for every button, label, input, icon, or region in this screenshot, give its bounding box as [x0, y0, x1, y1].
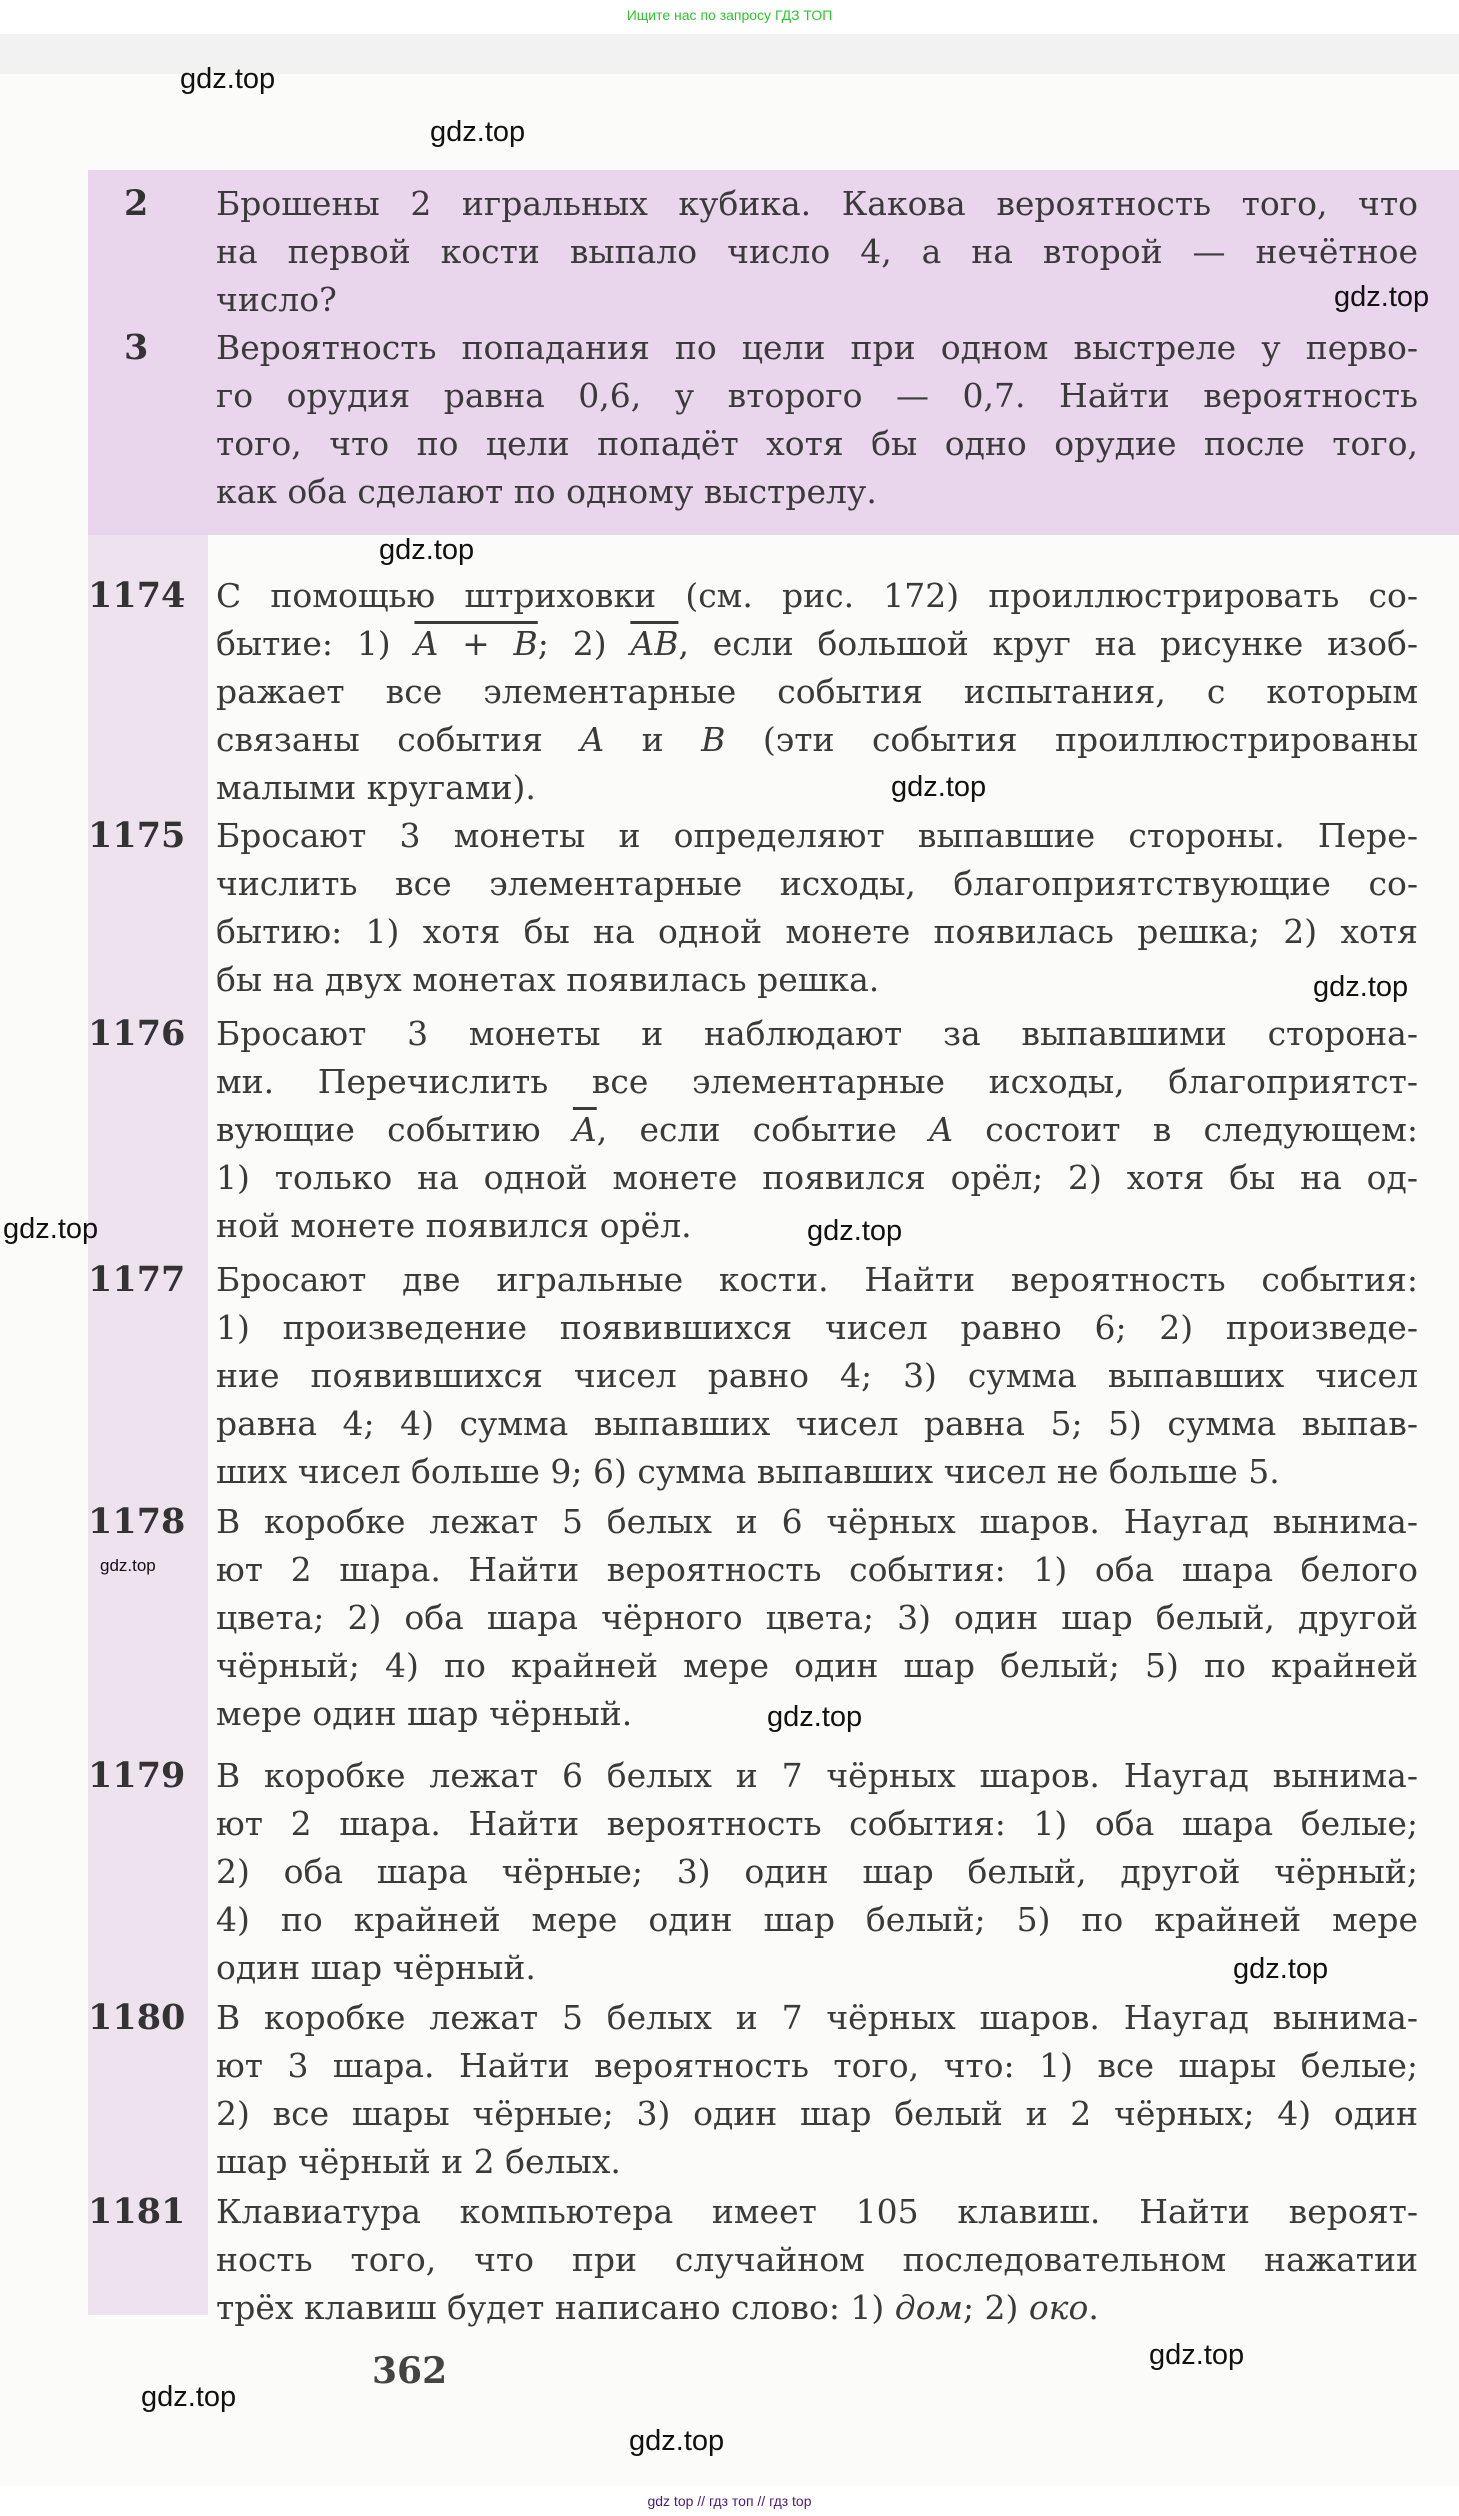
- text-segment: 4) по крайней мере один шар белый; 5) по крайней мере: [216, 1900, 1418, 1939]
- problem-text-line: [216, 1594, 1418, 1642]
- problem-text-line: [216, 2042, 1418, 2090]
- problem-number: 1175: [88, 815, 186, 856]
- problem-text-line: [216, 1642, 1418, 1690]
- watermark: gdz.top: [1334, 281, 1430, 313]
- problem-3: [88, 324, 1418, 516]
- text-segment: 1) произведение появившихся чисел равно 6; 2) произведе-: [216, 1308, 1418, 1347]
- watermark: gdz.top: [1233, 1953, 1329, 1985]
- text-segment: .: [1088, 2288, 1099, 2327]
- problem-1179: [88, 1752, 1418, 1992]
- text-segment: ной монете появился орёл.: [216, 1206, 692, 1245]
- problem-text-line: [216, 1448, 1418, 1496]
- text-segment: ; 2): [962, 2288, 1029, 2327]
- problem-1174: [88, 572, 1418, 812]
- problem-number: 3: [124, 327, 149, 368]
- text-segment: чёрный; 4) по крайней мере один шар белый; 5) по крайней: [216, 1646, 1418, 1685]
- text-segment: (эти события проиллюстрированы: [725, 720, 1418, 759]
- text-segment: A: [929, 1110, 954, 1149]
- problem-text-line: [216, 1154, 1418, 1202]
- problem-text-line: [216, 468, 1418, 516]
- watermark: gdz.top: [100, 1556, 156, 1575]
- text-segment: , если событие: [596, 1110, 930, 1149]
- text-segment: бытие: 1): [216, 624, 415, 663]
- watermark: gdz.top: [891, 771, 987, 803]
- problem-text-line: [216, 1058, 1418, 1106]
- watermark: gdz.top: [180, 63, 276, 95]
- problem-text-line: [216, 228, 1418, 276]
- problem-1178: [88, 1498, 1418, 1738]
- text-segment: дом: [894, 2288, 963, 2327]
- page-number: 362: [372, 2350, 448, 2392]
- text-segment: 2) все шары чёрные; 3) один шар белый и 2 чёрных; 4) один: [216, 2094, 1418, 2133]
- text-segment: Бросают 3 монеты и определяют выпавшие стороны. Пере-: [216, 816, 1418, 855]
- problem-number: 1174: [88, 575, 186, 616]
- text-segment: ют 3 шара. Найти вероятность того, что: 1) все шары белые;: [216, 2046, 1418, 2085]
- bottom-banner: [0, 2486, 1459, 2516]
- problem-text-line: [216, 372, 1418, 420]
- problem-text-line: [216, 1010, 1418, 1058]
- text-segment: ражает все элементарные события испытания, с которым: [216, 672, 1418, 711]
- problem-text-line: [216, 1896, 1418, 1944]
- problem-text-line: [216, 812, 1418, 860]
- text-segment: как оба сделают по одному выстрелу.: [216, 472, 877, 511]
- text-segment: ют 2 шара. Найти вероятность события: 1) оба шара белого: [216, 1550, 1418, 1589]
- text-segment: цвета; 2) оба шара чёрного цвета; 3) один шар белый, другой: [216, 1598, 1418, 1637]
- problem-1181: [88, 2188, 1418, 2332]
- problem-2: [88, 180, 1418, 324]
- problem-text-line: [216, 1352, 1418, 1400]
- text-segment: ших чисел больше 9; 6) сумма выпавших чисел не больше 5.: [216, 1452, 1280, 1491]
- text-segment: го орудия равна 0,6, у второго — 0,7. Найти вероятность: [216, 376, 1418, 415]
- watermark: gdz.top: [1313, 971, 1409, 1003]
- text-segment: В коробке лежат 6 белых и 7 чёрных шаров. Наугад вынима-: [216, 1756, 1418, 1795]
- problem-number: 1179: [88, 1755, 186, 1796]
- watermark: gdz.top: [629, 2425, 725, 2457]
- text-segment: и: [604, 720, 702, 759]
- watermark: gdz.top: [1149, 2339, 1245, 2371]
- top-banner-text: Ищите нас по запросу ГДЗ ТОП: [626, 7, 833, 23]
- text-segment: 1) только на одной монете появился орёл; 2) хотя бы на од-: [216, 1158, 1418, 1197]
- text-segment: бытию: 1) хотя бы на одной монете появилась решка; 2) хотя: [216, 912, 1418, 951]
- text-segment: , если большой круг на рисунке изоб-: [678, 624, 1419, 663]
- problem-text-line: [216, 2236, 1418, 2284]
- watermark: gdz.top: [3, 1213, 99, 1245]
- watermark: gdz.top: [379, 534, 475, 566]
- text-segment: В коробке лежат 5 белых и 7 чёрных шаров. Наугад вынима-: [216, 1998, 1418, 2037]
- text-segment: бы на двух монетах появилась решка.: [216, 960, 880, 999]
- problem-text-line: [216, 324, 1418, 372]
- text-segment: ми. Перечислить все элементарные исходы, благоприятст-: [216, 1062, 1418, 1101]
- watermark: gdz.top: [141, 2381, 237, 2413]
- problem-text-line: [216, 764, 1418, 812]
- text-segment: ность того, что при случайном последовательном нажатии: [216, 2240, 1418, 2279]
- problem-number: 1178: [88, 1501, 186, 1542]
- problem-text-line: [216, 908, 1418, 956]
- text-segment: равна 4; 4) сумма выпавших чисел равна 5; 5) сумма выпав-: [216, 1404, 1418, 1443]
- text-segment: состоит в следующем:: [953, 1110, 1418, 1149]
- overlined-event: $\overline{AB}$: [630, 624, 679, 663]
- text-segment: Бросают 3 монеты и наблюдают за выпавшими сторона-: [216, 1014, 1418, 1053]
- problem-text-line: [216, 2188, 1418, 2236]
- problem-text-line: [216, 1498, 1418, 1546]
- problem-text-line: [216, 572, 1418, 620]
- overlined-event: A + B: [414, 624, 538, 663]
- problem-text-line: [216, 1256, 1418, 1304]
- text-segment: один шар чёрный.: [216, 1948, 536, 1987]
- problem-text-line: [216, 860, 1418, 908]
- problem-text-line: [216, 420, 1418, 468]
- top-banner: [0, 0, 1459, 34]
- bottom-banner-text: gdz top // гдз топ // гдз top: [647, 2493, 812, 2509]
- problem-text-line: [216, 716, 1418, 764]
- text-segment: 2) оба шара чёрные; 3) один шар белый, другой чёрный;: [216, 1852, 1418, 1891]
- problem-number: 1176: [88, 1013, 186, 1054]
- problem-1176: [88, 1010, 1418, 1250]
- text-segment: связаны события: [216, 720, 581, 759]
- text-segment: мере один шар чёрный.: [216, 1694, 633, 1733]
- text-segment: Бросают две игральные кости. Найти вероятность события:: [216, 1260, 1418, 1299]
- text-segment: шар чёрный и 2 белых.: [216, 2142, 621, 2181]
- problem-1177: [88, 1256, 1418, 1496]
- text-segment: A: [580, 720, 605, 759]
- problem-text-line: [216, 276, 1418, 324]
- text-segment: С помощью штриховки (см. рис. 172) проиллюстрировать со-: [216, 576, 1418, 615]
- problem-number: 1181: [88, 2191, 186, 2232]
- watermark: gdz.top: [767, 1701, 863, 1733]
- text-segment: Брошены 2 игральных кубика. Какова вероятность того, что: [216, 184, 1418, 223]
- overlined-event: $\overline{A}$: [572, 1110, 597, 1149]
- text-segment: Клавиатура компьютера имеет 105 клавиш. Найти вероят-: [216, 2192, 1418, 2231]
- problem-text-line: [216, 1400, 1418, 1448]
- problem-text-line: [216, 2138, 1418, 2186]
- problem-text-line: [216, 1106, 1418, 1154]
- problem-text-line: [216, 1546, 1418, 1594]
- text-segment: трёх клавиш будет написано слово: 1): [216, 2288, 895, 2327]
- text-segment: малыми кругами).: [216, 768, 536, 807]
- text-segment: вующие событию: [216, 1110, 573, 1149]
- problem-text-line: [216, 2090, 1418, 2138]
- problem-text-line: [216, 1800, 1418, 1848]
- problem-number: 2: [124, 183, 149, 224]
- text-segment: ; 2): [537, 624, 631, 663]
- problem-text-line: [216, 620, 1418, 668]
- text-segment: ют 2 шара. Найти вероятность события: 1) оба шара белые;: [216, 1804, 1418, 1843]
- problem-text-line: [216, 956, 1418, 1004]
- problem-text-line: [216, 1752, 1418, 1800]
- problem-text-line: [216, 1848, 1418, 1896]
- problem-text-line: [216, 668, 1418, 716]
- watermark: gdz.top: [807, 1215, 903, 1247]
- problem-text-line: [216, 1304, 1418, 1352]
- text-segment: B: [701, 720, 726, 759]
- problem-text-line: [216, 180, 1418, 228]
- problem-number: 1177: [88, 1259, 186, 1300]
- watermark: gdz.top: [430, 116, 526, 148]
- problem-number: 1180: [88, 1997, 186, 2038]
- text-segment: око: [1028, 2288, 1089, 2327]
- problem-1180: [88, 1994, 1418, 2186]
- text-segment: на первой кости выпало число 4, а на второй — нечётное: [216, 232, 1418, 271]
- text-segment: ние появившихся чисел равно 4; 3) сумма выпавших чисел: [216, 1356, 1418, 1395]
- text-segment: того, что по цели попадёт хотя бы одно орудие после того,: [216, 424, 1418, 463]
- problem-text-line: [216, 1994, 1418, 2042]
- problem-1175: [88, 812, 1418, 1004]
- text-segment: Вероятность попадания по цели при одном выстреле у перво-: [216, 328, 1418, 367]
- text-segment: числить все элементарные исходы, благоприятствующие со-: [216, 864, 1418, 903]
- text-segment: число?: [216, 280, 337, 319]
- text-segment: В коробке лежат 5 белых и 6 чёрных шаров. Наугад вынима-: [216, 1502, 1418, 1541]
- problem-text-line: [216, 2284, 1418, 2332]
